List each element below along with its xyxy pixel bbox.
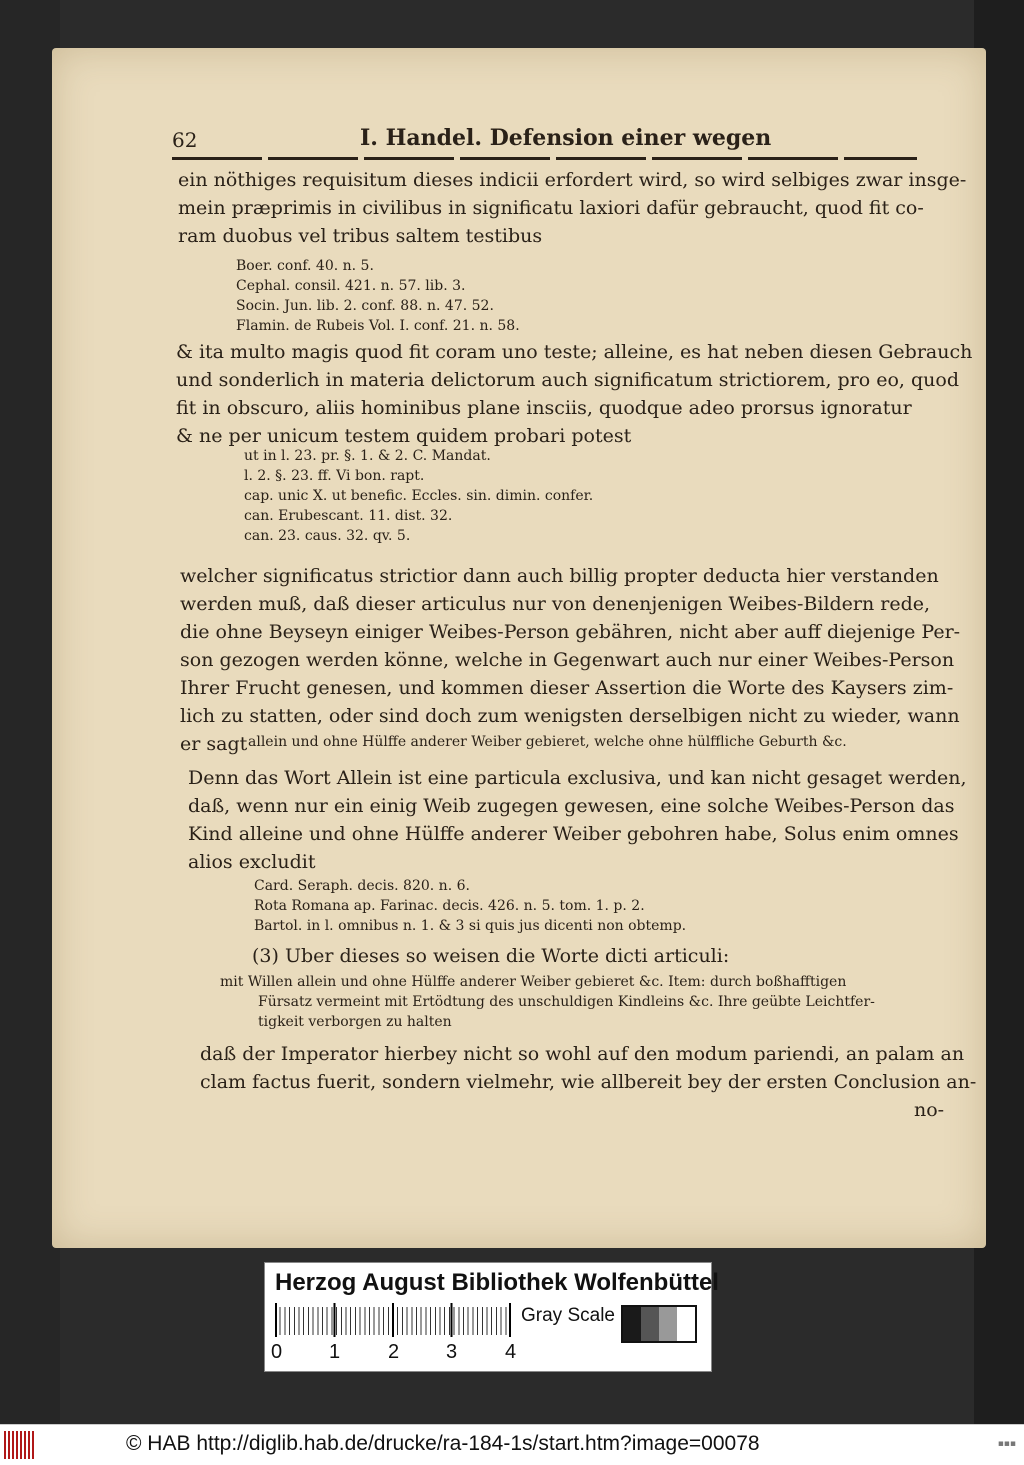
text-line: und sonderlich in materia delictorum auch significatum strictiorem, pro eo, quod [176,369,960,391]
quote-line: mit Willen allein und ohne Hülffe anderer Weiber gebieret &c. Item: durch boßhafftigen [220,974,847,990]
text-line: ein nöthiges requisitum dieses indicii erfordert wird, so wird selbiges zwar insge- [178,169,967,191]
paragraph-6 [200,1040,976,1124]
page-number: 62 [172,128,198,152]
library-scale-card [264,1262,719,1372]
citation-line: Flamin. de Rubeis Vol. I. conf. 21. n. 58. [236,318,520,334]
paragraph-5: (3) Uber dieses so weisen die Worte dicti articuli: [252,945,730,967]
text-line: lich zu statten, oder sind doch zum wenigsten derselbigen nicht zu wieder, wann [180,705,960,727]
footer-dots-icon: ▪▪▪ [997,1439,1016,1449]
quote-2 [220,972,875,1032]
text-line: & ne per unicum testem quidem probari potest [176,425,632,447]
library-name: Herzog August Bibliothek Wolfenbüttel [275,1269,719,1296]
citation-line: Bartol. in l. omnibus n. 1. & 3 si quis jus dicenti non obtemp. [254,918,687,934]
citation-line: Boer. conf. 40. n. 5. [236,258,374,274]
text-line: son gezogen werden könne, welche in Gegenwart auch nur einer Weibes-Person [180,649,955,671]
citations-2 [244,446,593,546]
text-line: Kind alleine und ohne Hülffe anderer Weiber gebohren habe, Solus enim omnes [188,823,959,845]
running-header: I. Handel. Defension einer wegen [360,125,772,151]
background-left [0,0,60,1424]
text-line: alios excludit [188,851,316,873]
text-line: Ihrer Frucht genesen, und kommen dieser Assertion die Worte des Kaysers zim- [180,677,954,699]
citations-3 [254,876,686,936]
text-line: Denn das Wort Allein ist eine particula exclusiva, und kan nicht gesaget werden, [188,767,967,789]
text-line: ram duobus vel tribus saltem testibus [178,225,543,247]
gray-swatch [659,1307,677,1341]
text-line: daß der Imperator hierbey nicht so wohl auf den modum pariendi, an palam an [200,1043,965,1065]
ruler-number: 1 [329,1341,341,1363]
ruler-number: 0 [271,1341,283,1363]
gray-swatch [677,1307,695,1341]
citation-line: Cephal. consil. 421. n. 57. lib. 3. [236,278,466,294]
header-rule [172,157,917,160]
citation-line: can. Erubescant. 11. dist. 32. [244,508,453,524]
citation-line: Socin. Jun. lib. 2. conf. 88. n. 47. 52. [236,298,494,314]
citation-line: cap. unic X. ut benefic. Eccles. sin. dimin. confer. [244,488,594,504]
ruler-number: 3 [446,1341,458,1363]
citations-1 [236,256,520,336]
text-line: die ohne Beyseyn einiger Weibes-Person gebähren, nicht aber auff diejenige Per- [180,621,961,643]
citation-line: ut in l. 23. pr. §. 1. & 2. C. Mandat. [244,448,491,464]
paragraph-1 [178,166,966,250]
gray-scale-swatches [621,1305,697,1343]
text-line: mein præprimis in civilibus in significatu laxiori dafür gebraucht, quod fit co- [178,197,924,219]
hab-logo-icon [4,1431,34,1459]
footer-bar [0,1424,1024,1465]
ruler-number: 4 [505,1341,517,1363]
paragraph-4 [188,764,967,876]
text-line: clam factus fuerit, sondern vielmehr, wie allbereit bey der ersten Conclusion an- [200,1071,977,1093]
text-line: welcher significatus strictior dann auch billig propter deducta hier verstanden [180,565,939,587]
text-line: er sagt [180,733,248,755]
citation-line: l. 2. §. 23. ff. Vi bon. rapt. [244,468,425,484]
paragraph-2 [176,338,972,450]
gray-swatch [641,1307,659,1341]
ruler-number: 2 [388,1341,400,1363]
copyright-link[interactable]: © HAB http://diglib.hab.de/drucke/ra-184-1s/start.htm?image=00078 [126,1432,760,1455]
text-line: & ita multo magis quod fit coram uno teste; alleine, es hat neben diesen Gebrauch [176,341,973,363]
citation-line: Rota Romana ap. Farinac. decis. 426. n. 5. tom. 1. p. 2. [254,898,645,914]
quote-line: tigkeit verborgen zu halten [258,1014,452,1030]
citation-line: Card. Seraph. decis. 820. n. 6. [254,878,470,894]
text-line: werden muß, daß dieser articulus nur von denenjenigen Weibes-Bildern rede, [180,593,931,615]
gray-scale-label: Gray Scale [521,1305,615,1326]
catchword: no- [914,1099,945,1121]
text-line: fit in obscuro, aliis hominibus plane insciis, quodque adeo prorsus ignoratur [176,397,912,419]
quote-1: allein und ohne Hülffe anderer Weiber gebieret, welche ohne hülffliche Geburth &c. [248,734,847,750]
gray-swatch [623,1307,641,1341]
ruler-major-ticks [275,1303,511,1337]
paragraph-3 [180,562,960,758]
citation-line: can. 23. caus. 32. qv. 5. [244,528,411,544]
text-line: daß, wenn nur ein einig Weib zugegen gewesen, eine solche Weibes-Person das [188,795,955,817]
quote-line: Fürsatz vermeint mit Ertödtung des unschuldigen Kindleins &c. Ihre geübte Leichtfer- [258,994,875,1010]
